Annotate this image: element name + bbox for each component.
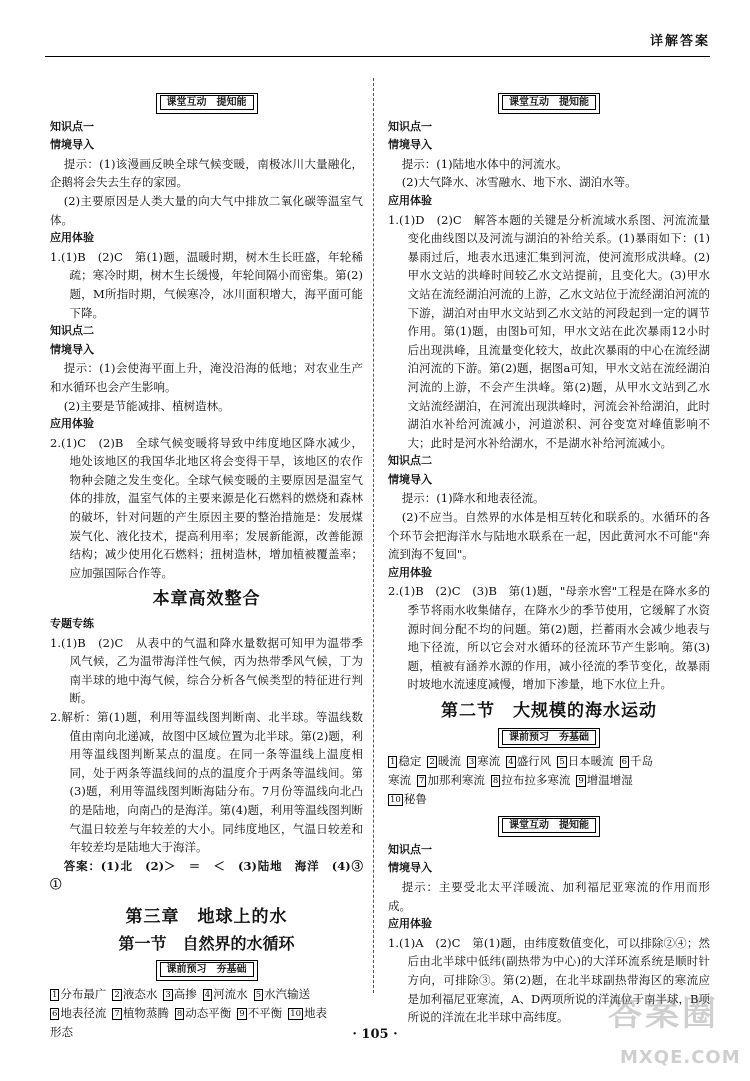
answer-text: 1.(1)B (2)C 从表中的气温和降水量数据可知甲为温带季风气候，乙为温带海洋性气候，丙为热带季风气候，丁为南半球的地中海气候，综合分析各气候类型的特征进行判断。 [50, 635, 363, 706]
application-heading: 应用体验 [50, 231, 94, 245]
knowledge-point-heading: 知识点一 [388, 119, 432, 133]
section-box-ketang: 课堂互动 提知能 [156, 93, 258, 114]
answer-text: 提示：主要受北太平洋暖流、加利福尼亚寒流的作用而形成。 [388, 879, 710, 913]
application-heading: 应用体验 [388, 917, 432, 931]
section-box-ketang: 课堂互动 提知能 [498, 93, 600, 114]
intro-heading: 情境导入 [388, 138, 432, 152]
right-column [388, 86, 710, 1027]
answer-text: 2.(1)B (2)C (3)B 第(1)题，"母亲水窖"工程是在降水多的季节将雨水收集储存，在降水少的季节使用，它缓解了水资源时间分配不均的问题。第(2)题，拦蓄雨水会减少地表与地下径流，所以它会对水循环的径流环节产生影响。第(3)题，植被有涵养水源的作用，减小径流的季节变化，故暴雨时坡地水流速度减慢，增加下渗量，地下水位上升。 [388, 584, 710, 692]
fill-answer-grid: 1 分布最广 2 液态水 3 高掺 4 河流水 5 水汽输送 6 地表径流 7 植物蒸腾 8 动态平衡 9 不平衡 10 地表 形态 [50, 986, 328, 1039]
topic-practice-heading: 专题专练 [50, 617, 94, 631]
answer-text: 2.(1)C (2)B 全球气候变暖将导致中纬度地区降水减少，地处该地区的我国华北地区将会变得干旱，该地区的农作物种会随之发生变化。全球气候变暖的主要原因是温室气体的排放，温室气体的主要来源是化石燃料的燃烧和森林的破坏，针对问题的产生原因主要的整治措施是：发展煤炭气化、液化技术，提高利用率；发展新能源，改善能源结构；减少使用化石燃料；扭树造林，增加植被覆盖率；应加强国际合作等。 [50, 435, 363, 580]
answer-text: (2)不应当。自然界的水体是相互转化和联系的。水循环的各个环节会把海洋水与陆地水联系在一起，因此黄河水不可能"奔流到海不复回"。 [388, 510, 710, 562]
intro-heading: 情境导入 [50, 342, 94, 356]
answer-text: 1.(1)B (2)C 第(1)题，温暖时期，树木生长旺盛，年轮稀疏；寒冷时期，树木生长缓慢，年轮间隔小而密集。第(2)题，M所指时期，气候寒冷，冰川面积增大，海平面可能下降。 [50, 249, 363, 320]
column-divider [373, 78, 374, 993]
section-title: 第二节 大规模的海水运动 [441, 701, 657, 721]
intro-heading: 情境导入 [50, 138, 94, 152]
section-title: 第一节 自然界的水循环 [118, 933, 295, 953]
knowledge-point-heading: 知识点二 [388, 454, 432, 468]
answer-text: 2.解析：第(1)题，利用等温线图判断南、北半球。等温线数值由南向北递减，故图中区域位置为北半球。第(2)题，利用等温线图判断某点的温度。在同一条等温线上温度相同，处于两条等温线间的点的温度介于两条等温线间。第(3)题，利用等温线图判断海陆分布。7月份等温线向北凸的是陆地，向南凸的是海洋。第(4)题，利用等温线图判断气温日较差与年较差的大小。同纬度地区，气温日较差和年较差均是陆地大于海洋。 [50, 710, 363, 855]
chapter-title: 第三章 地球上的水 [125, 906, 288, 927]
answer-text: 提示：(1)降水和地表径流。 [401, 491, 545, 506]
answer-text: 提示：(1)陆地水体中的河流水。 [401, 156, 568, 171]
summary-title: 本章高效整合 [152, 589, 261, 610]
answer-text: (2)大气降水、冰雪融水、地下水、湖泊水等。 [401, 175, 637, 190]
section-box-ketang: 课堂互动 提知能 [498, 816, 600, 837]
answer-text: 1.(1)A (2)C 第(1)题，由纬度数值变化，可以排除②④；然后由北半球中低纬(副热带为中心)的大洋环流系统是顺时针方向，可排除③。第(2)题，在北半球副热带海区的寒流应是加利福尼亚寒流，A、D两项所说的洋流位于南半球，B项所说的洋流在北半球中高纬度。 [388, 935, 710, 1025]
section-box-yuxi: 课前预习 夯基础 [498, 728, 600, 749]
header-rule [45, 56, 710, 57]
intro-heading: 情境导入 [388, 472, 432, 486]
fill-answer-grid: 1 稳定 2 暖流 3 寒流 4 盛行风 5 日本暖流 6 千岛 寒流 7 加那利寒流 8 拉布拉多寒流 9 增温增湿 10 秘鲁 [388, 754, 654, 807]
page-number: · 105 · [352, 1027, 398, 1042]
answer-text: (2)主要是节能减排、植树造林。 [63, 398, 230, 413]
knowledge-point-heading: 知识点一 [388, 842, 432, 856]
section-box-yuxi: 课前预习 夯基础 [156, 960, 258, 981]
answer-key: 答案：(1)北 (2)＞ ＝ ＜ (3)陆地 海洋 (4)③ ① [50, 858, 375, 892]
application-heading: 应用体验 [50, 417, 94, 431]
intro-heading: 情境导入 [388, 861, 432, 875]
answer-text: 提示：(1)会使海平面上升，淹没沿海的低地；对农业生产和水循环也会产生影响。 [50, 361, 363, 394]
knowledge-point-heading: 知识点一 [50, 119, 94, 133]
application-heading: 应用体验 [388, 565, 432, 579]
application-heading: 应用体验 [388, 193, 432, 207]
answer-text: 1.(1)D (2)C 解答本题的关键是分析流域水系图、河流流量变化曲线图以及河流与湖泊的补给关系。(1)暴雨如下：(1)暴雨过后，地表水迅速汇集到河流，使河流形成洪峰。(2)甲水文站的洪峰时间较乙水文站提前，且变化大。(3)甲水文站在流经湖泊河流的上游，乙水文站位于流经湖泊河流的下游，湖泊对由甲水文站到乙水文站的河段起到一定的调节作用。第(1)题，由图b可知，甲水文站在此次暴雨12小时后出现洪峰，且流量变化较大，故此次暴雨的中心在流经湖泊河流的下游。第(2)题，据图a可知，甲水文站在流经湖泊河流的上游，不会产生洪峰。第(2)题，从甲水文站到乙水文站流经湖泊，在河流出现洪峰时，河流会补给湖泊，此时湖泊水补给河流减小，河道淤积、河谷变宽对峰值影响不大；此时是河水补给湖水，不是湖水补给河流减小。 [388, 212, 710, 450]
knowledge-point-heading: 知识点二 [50, 324, 94, 338]
answer-text: (2)主要原因是人类大量的向大气中排放二氧化碳等温室气体。 [50, 193, 363, 227]
watermark-logo: 答案圈 MXQE.COM [608, 994, 741, 1068]
page-header-label: 详解答案 [649, 34, 710, 49]
answer-text: 提示：(1)该漫画反映全球气候变暖，南极冰川大量融化，企鹅将会失去生存的家园。 [50, 156, 363, 190]
